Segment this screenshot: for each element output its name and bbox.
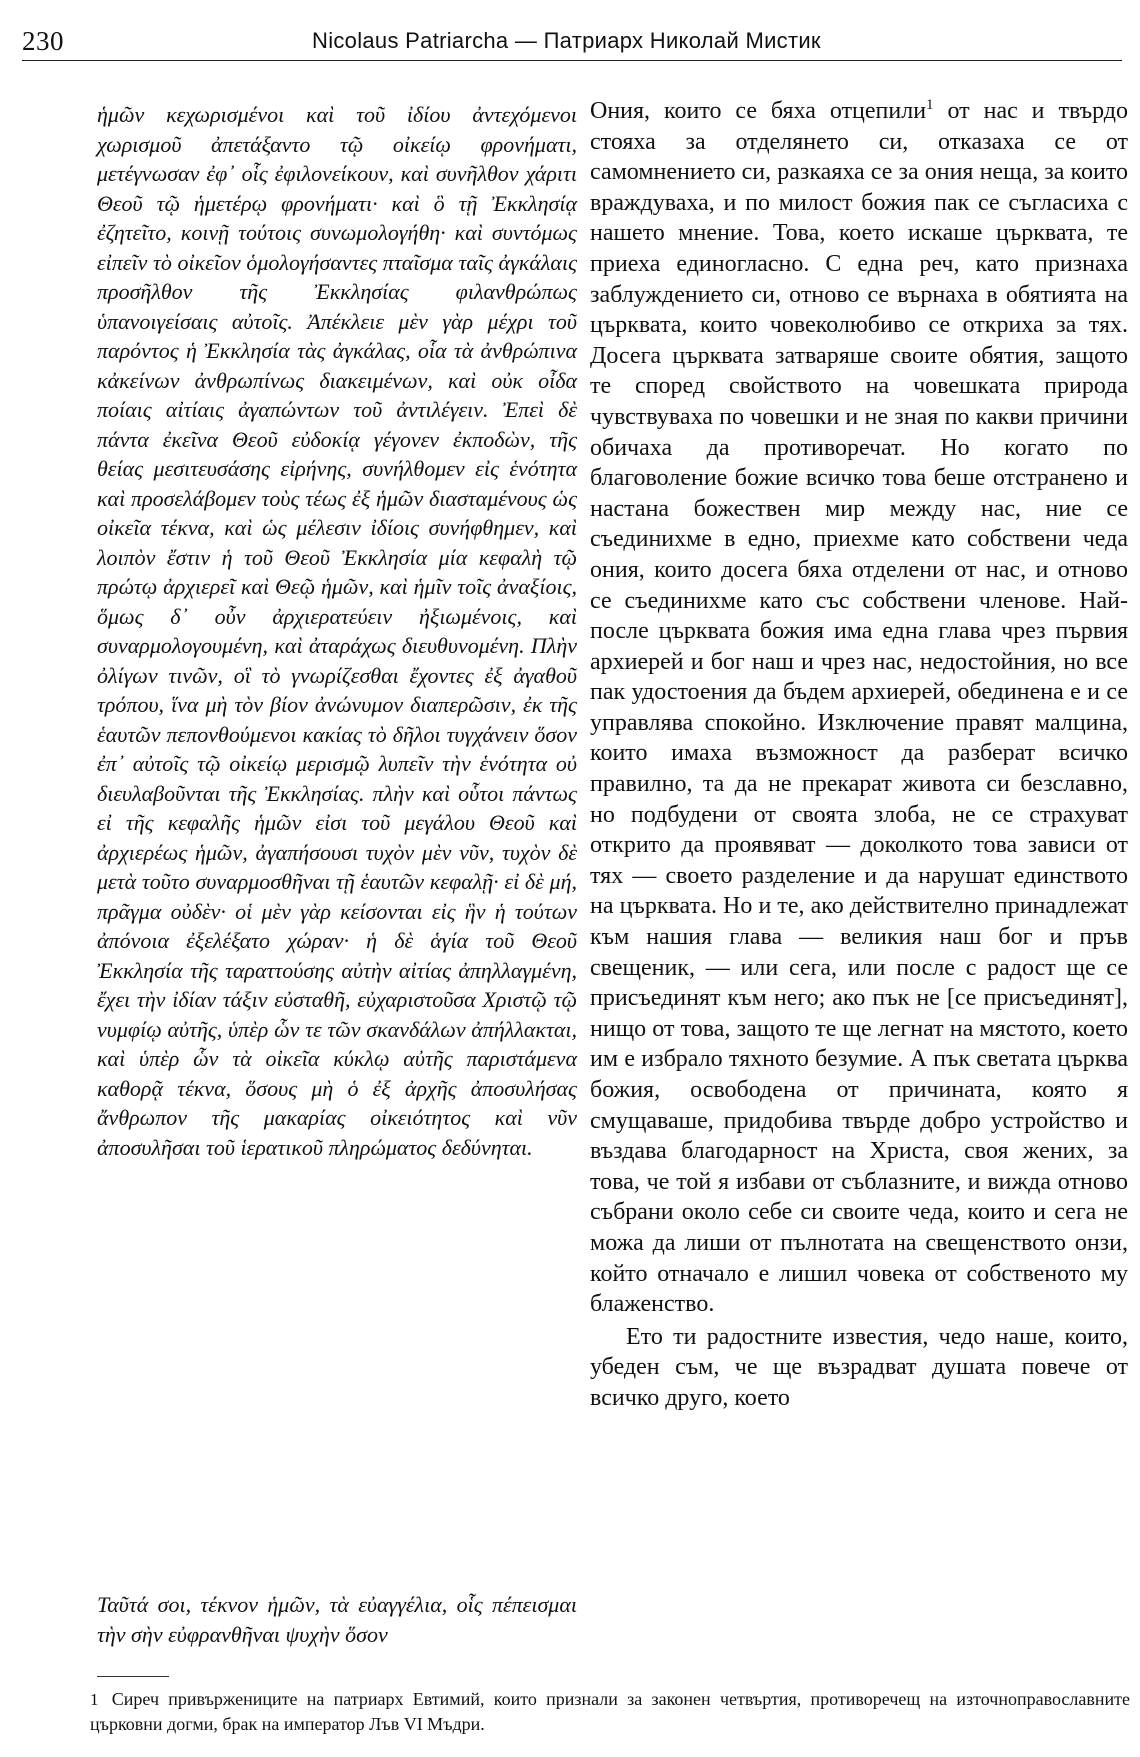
footnote-reference: 1 bbox=[926, 97, 934, 113]
greek-text-column bbox=[97, 100, 577, 1162]
header-rule bbox=[22, 60, 1122, 61]
footnote-marker: 1 bbox=[90, 1690, 99, 1709]
bulgarian-paragraph-1-rest: от нас и твърдо стояха за отделянето си, отказаха се от самомнението си, разкаяха се за ония неща, за които враждуваха, и по милост божия пак се съгласиха с нашето мнение. Това, което искаше църквата, те приеха единогласно. С една реч, като признаха заблуждението си, отново се върнаха в обятията на църквата, които човеколюбиво се откриха за тях. Досега църквата затваряше своите обятия, защото те според свойството на човешката природа чувствуваха по човешки и не зная по какви причини обичаха да противоречат. Но когато по благоволение божие всичко това беше отстранено и настана божествен мир между нас, ние се съединихме в едно, приехме като собствени чеда ония, които досега бяха отделени от нас, и отново се съединихме като със собствени членове. Най-после църквата божия има една глава чрез първия архиерей и бог наш и чрез нас, недостойния, но все пак удостоения да бъдем архиерей, обединена е и се управлява спокойно. Изключение правят малцина, които имаха възможност да разберат всичко правилно, та да не прекарат живота си безславно, но подбудени от своята злоба, не се страхуват открито да проявяват — доколкото това зависи от тях — своето разделение и да нарушат единството на църквата. Но и те, ако действително принадлежат към нашия глава — великия наш бог и пръв свещеник, — или сега, или после с радост ще се присъединят към него; ако пък не [се присъединят], нищо от това, защото те ще легнат на мястото, което им е избрало тяхното безумие. А пък светата църква божия, освободена от причината, която я смущаваше, придобива твърде добро устройство и въздава благодарност на Христа, своя жених, за това, че той я избави от съблазните, и вижда отново събрани около себе си своите чеда, които и сега не можа да лиши от пълнотата на свещенството онзи, който отначало е лишил човека от собственото му блаженство. bbox=[590, 98, 1128, 1318]
bulgarian-paragraph-1-start: Ония, които се бяха отцепили bbox=[590, 98, 927, 124]
bulgarian-paragraph-1 bbox=[590, 96, 1128, 1320]
footnote-rule bbox=[97, 1676, 169, 1677]
greek-text-tail bbox=[97, 1590, 577, 1649]
running-title: Nicolaus Patriarcha — Патриарх Николай Мистик bbox=[312, 28, 821, 53]
bulgarian-translation-column bbox=[590, 96, 1128, 1414]
greek-paragraph-main: ἡμῶν κεχωρισμένοι καὶ τοῦ ἰδίου ἀντεχόμενοι χωρισμοῦ ἀπετάξαντο τῷ οἰκείῳ φρονήματι, μετέγνωσαν ἐφ᾽ οἷς ἐφιλονείκουν, καὶ συνῆλθον χάριτι Θεοῦ τῷ ἡμετέρῳ φρονήματι· καὶ ὃ τῇ Ἐκκλησίᾳ ἐζητεῖτο, κοινῇ τούτοις συνωμολογήθη· καὶ συντόμως εἰπεῖν τὸ οἰκεῖον ὁμολογήσαντες πταῖσμα ταῖς ἀγκάλαις προσῆλθον τῆς Ἐκκλησίας φιλανθρώπως ὑπανοιγείσαις αὐτοῖς. Ἀπέκλειε μὲν γὰρ μέχρι τοῦ παρόντος ἡ Ἐκκλησία τὰς ἀγκάλας, οἷα τὰ ἀνθρώπινα κἀκείνων ἀνθρωπίνως διακειμένων, καὶ οὐκ οἶδα ποίαις αἰτίαις ἀγαπώντων τοῦ ἀντιλέγειν. Ἐπεὶ δὲ πάντα ἐκεῖνα Θεοῦ εὐδοκίᾳ γέγονεν ἐκποδὼν, τῆς θείας μεσιτευσάσης εἰρήνης, συνήλθομεν εἰς ἑνότητα καὶ προσελάβομεν τοὺς τέως ἐξ ἡμῶν διασταμένους ὡς οἰκεῖα τέκνα, καὶ ὡς μέλεσιν ἰδίοις συνήφθημεν, καὶ λοιπὸν ἔστιν ἡ τοῦ Θεοῦ Ἐκκλησία μία κεφαλὴ τῷ πρώτῳ ἀρχιερεῖ καὶ Θεῷ ἡμῶν, καὶ ἡμῖν τοῖς ἀναξίοις, ὅμως δ᾽ οὖν ἀρχιερατεύειν ἠξιωμένοις, καὶ συναρμολογουμένη, καὶ ἀταράχως διευθυνομένη. Πλὴν ὀλίγων τινῶν, οἳ τὸ γνωρίζεσθαι ἔχοντες ἐξ ἀγαθοῦ τρόπου, ἵνα μὴ τὸν βίον ἀνώνυμον διαπερῶσιν, ἐκ τῆς ἑαυτῶν πεπονθούμενοι κακίας τὸ δῆλοι τυγχάνειν ὅσον ἐπ᾽ αὐτοῖς τῷ οἰκείῳ μερισμῷ λυπεῖν τὴν ἑνότητα οὐ διευλαβοῦνται τῆς Ἐκκλησίας. πλὴν καὶ οὗτοι πάντως εἰ τῆς κεφαλῆς ἡμῶν εἰσι τοῦ μεγάλου Θεοῦ καὶ ἀρχιερέως ἡμῶν, ἀγαπήσουσι τυχὸν μὲν νῦν, τυχὸν δὲ μετὰ τοῦτο συναρμοσθῆναι τῇ ἑαυτῶν κεφαλῇ· εἰ δὲ μή, πρᾶγμα οὐδὲν· οἱ μὲν γὰρ κείσονται εἰς ἣν ἡ τούτων ἀπόνοια ἐξελέξατο χώραν· ἡ δὲ ἁγία τοῦ Θεοῦ Ἐκκλησία τῆς ταραττούσης αὐτὴν αἰτίας ἀπηλλαγμένη, ἔχει τὴν ἰδίαν τάξιν εὐσταθῆ, εὐχαριστοῦσα Χριστῷ τῷ νυμφίῳ αὐτῆς, ὑπὲρ ὧν τε τῶν σκανδάλων ἀπήλλακται, καὶ ὑπὲρ ὧν τὰ οἰκεῖα κύκλῳ αὐτῆς παριστάμενα καθορᾷ τέκνα, ὅσους μὴ ὁ ἐξ ἀρχῆς ἀποσυλήσας ἄνθρωπον τῆς μακαρίας οἰκειότητος καὶ νῦν ἀποσυλῆσαι τοῦ ἱερατικοῦ πληρώματος δεδύνηται. bbox=[97, 102, 577, 1160]
footnote bbox=[90, 1687, 1130, 1737]
greek-paragraph-tail: Ταῦτά σοι, τέκνον ἡμῶν, τὰ εὐαγγέλια, οἷς πέπεισμαι τὴν σὴν εὐφρανθῆναι ψυχὴν ὅσον bbox=[97, 1592, 577, 1647]
bulgarian-paragraph-2: Ето ти радостните известия, чедо наше, които, убеден съм, че ще възрадват душата повече от всичко друго, което bbox=[590, 1323, 1128, 1411]
footnote-text: Сиреч привържениците на патриарх Евтимий, които признали за законен четвъртия, противоречещ на източноправославните църковни догми, брак на император Лъв VI Мъдри. bbox=[90, 1689, 1131, 1734]
page-number: 230 bbox=[22, 26, 64, 56]
